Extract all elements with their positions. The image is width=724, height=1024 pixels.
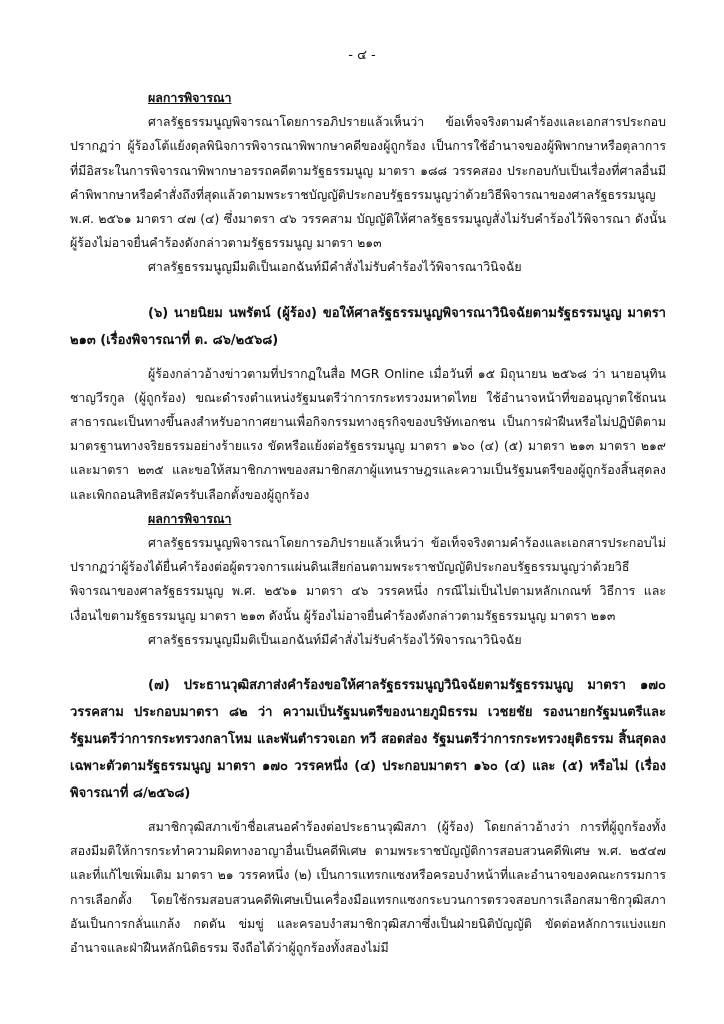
case-body-paragraph: ผู้ร้องกล่าวอ้างข่าวตามที่ปรากฏในสื่อ MGR Online เมื่อวันที่ ๑๕ มิถุนายน ๒๕๖๘ ว่า นายอนุทิน ชาญวีรกูล (ผู้ถูกร้อง) ขณะดำรงตำแหน่งรัฐมนตรีว่าการกระทรวงมหาดไทย ใช้อำนาจหน้าที่ขออนุญาตใช้ถนนสาธารณะเป็นทางขึ้นลงสำหรับอากาศยานเพื่อกิจกรรมทางธุรกิจของบริษัทเอกชน เป็นการฝ่าฝืนหรือไม่ปฏิบัติตามมาตรฐานทางจริยธรรมอย่างร้ายแรง ขัดหรือแย้งต่อรัฐธรรมนูญ มาตรา ๑๖๐ (๔) (๕) มาตรา ๒๑๓ มาตรา ๒๑๙ และมาตรา ๒๓๕ และขอให้สมาชิกภาพของสมาชิกสภาผู้แทนราษฎรและความเป็นรัฐมนตรีของผู้ถูกร้องสิ้นสุดลง และเพิกถอนสิทธิสมัครรับเลือกตั้งของผู้ถูกร้อง — [70, 365, 666, 502]
section-heading: ผลการพิจารณา — [148, 90, 232, 105]
spacer — [70, 652, 666, 672]
case-title: (๗) ประธานวุฒิสภาส่งคำร้องขอให้ศาลรัฐธรรมนูญวินิจฉัยตามรัฐธรรมนูญ มาตรา ๑๗๐ วรรคสาม ประกอบมาตรา ๘๒ ว่า ความเป็นรัฐมนตรีของนายภูมิธรรม เวชยชัย รองนายกรัฐมนตรีและรัฐมนตรีว่าการกระทรวงกลาโหม และพันตำรวจเอก ทวี สอดส่อง รัฐมนตรีว่าการกระทรวงยุติธรรม สิ้นสุดลงเฉพาะตัวตามรัฐธรรมนูญ มาตรา ๑๗๐ วรรคหนึ่ง (๔) ประกอบมาตรา ๑๖๐ (๔) และ (๕) หรือไม่ (เรื่องพิจารณาที่ ๘/๒๕๖๘) — [70, 678, 666, 802]
case-title: (๖) นายนิยม นพรัตน์ (ผู้ร้อง) ขอให้ศาลรัฐธรรมนูญพิจารณาวินิจฉัยตามรัฐธรรมนูญ มาตรา ๒๑๓ (เรื่องพิจารณาที่ ต. ๘๖/๒๕๖๘) — [70, 305, 666, 348]
spacer — [70, 354, 666, 362]
page-number: - ๔ - — [348, 48, 376, 63]
section-heading: ผลการพิจารณา — [148, 510, 232, 526]
case-body-paragraph: สมาชิกวุฒิสภาเข้าชื่อเสนอคำร้องต่อประธานวุฒิสภา (ผู้ร้อง) โดยกล่าวอ้างว่า การที่ผู้ถูกร้องทั้งสองมีมติให้การกระทำความผิดทางอาญาอื่นเป็นคดีพิเศษ ตามพระราชบัญญัติการสอบสวนคดีพิเศษ พ.ศ. ๒๕๔๗ และที่แก้ไขเพิ่มเติม มาตรา ๒๑ วรรคหนึ่ง (๒) เป็นการแทรกแซงหรือครอบงำหน้าที่และอำนาจของคณะกรรมการการเลือกตั้ง โดยใช้กรมสอบสวนคดีพิเศษเป็นเครื่องมือแทรกแซงกระบวนการตรวจสอบการเลือกสมาชิกวุฒิสภา อันเป็นการกลั่นแกล้ง กดดัน ข่มขู่ และครอบงำสมาชิกวุฒิสภาซึ่งเป็นฝ่ายนิติบัญญัติ ขัดต่อหลักการแบ่งแยกอำนาจและฝ่าฝืนหลักนิติธรรม จึงถือได้ว่าผู้ถูกร้องทั้งสองไม่มี — [70, 819, 666, 956]
resolution-paragraph: ศาลรัฐธรรมนูญมีมติเป็นเอกฉันท์มีคำสั่งไม่รับคำร้องไว้พิจารณาวินิจฉัย — [148, 259, 522, 275]
consideration-paragraph: ศาลรัฐธรรมนูญพิจารณาโดยการอภิปรายแล้วเห็นว่า ข้อเท็จจริงตามคำร้องและเอกสารประกอบไม่ปรากฏว่าผู้ร้องได้ยื่นคำร้องต่อผู้ตรวจการแผ่นดินเสียก่อนตามพระราชบัญญัติประกอบรัฐธรรมนูญว่าด้วยวิธีพิจารณาของศาลรัฐธรรมนูญ พ.ศ. ๒๕๖๑ มาตรา ๔๖ วรรคหนึ่ง กรณีไม่เป็นไปตามหลักเกณฑ์ วิธีการ และเงื่อนไขตามรัฐธรรมนูญ มาตรา ๒๑๓ ดังนั้น ผู้ร้องไม่อาจยื่นคำร้องดังกล่าวตามรัฐธรรมนูญ มาตรา ๒๑๓ — [70, 535, 666, 623]
resolution-paragraph: ศาลรัฐธรรมนูญมีมติเป็นเอกฉันท์มีคำสั่งไม่รับคำร้องไว้พิจารณาวินิจฉัย — [148, 631, 522, 647]
document-content — [70, 86, 666, 960]
consideration-paragraph: ศาลรัฐธรรมนูญพิจารณาโดยการอภิปรายแล้วเห็นว่า ข้อเท็จจริงตามคำร้องและเอกสารประกอบปรากฏว่า ผู้ร้องโต้แย้งดุลพินิจการพิจารณาพิพากษาคดีของผู้ถูกร้อง เป็นการใช้อำนาจของผู้พิพากษาหรือตุลาการที่มีอิสระในการพิจารณาพิพากษาอรรถคดีตามรัฐธรรมนูญ มาตรา ๑๘๘ วรรคสอง ประกอบกับเป็นเรื่องที่ศาลอื่นมีคำพิพากษาหรือคำสั่งถึงที่สุดแล้วตามพระราชบัญญัติประกอบรัฐธรรมนูญว่าด้วยวิธีพิจารณาของศาลรัฐธรรมนูญ พ.ศ. ๒๕๖๑ มาตรา ๔๗ (๔) ซึ่งมาตรา ๔๖ วรรคสาม บัญญัติให้ศาลรัฐธรรมนูญสั่งไม่รับคำร้องไว้พิจารณา ดังนั้น ผู้ร้องไม่อาจยื่นคำร้องดังกล่าวตามรัฐธรรมนูญ มาตรา ๒๑๓ — [70, 114, 666, 251]
spacer — [70, 280, 666, 300]
spacer — [70, 807, 666, 815]
